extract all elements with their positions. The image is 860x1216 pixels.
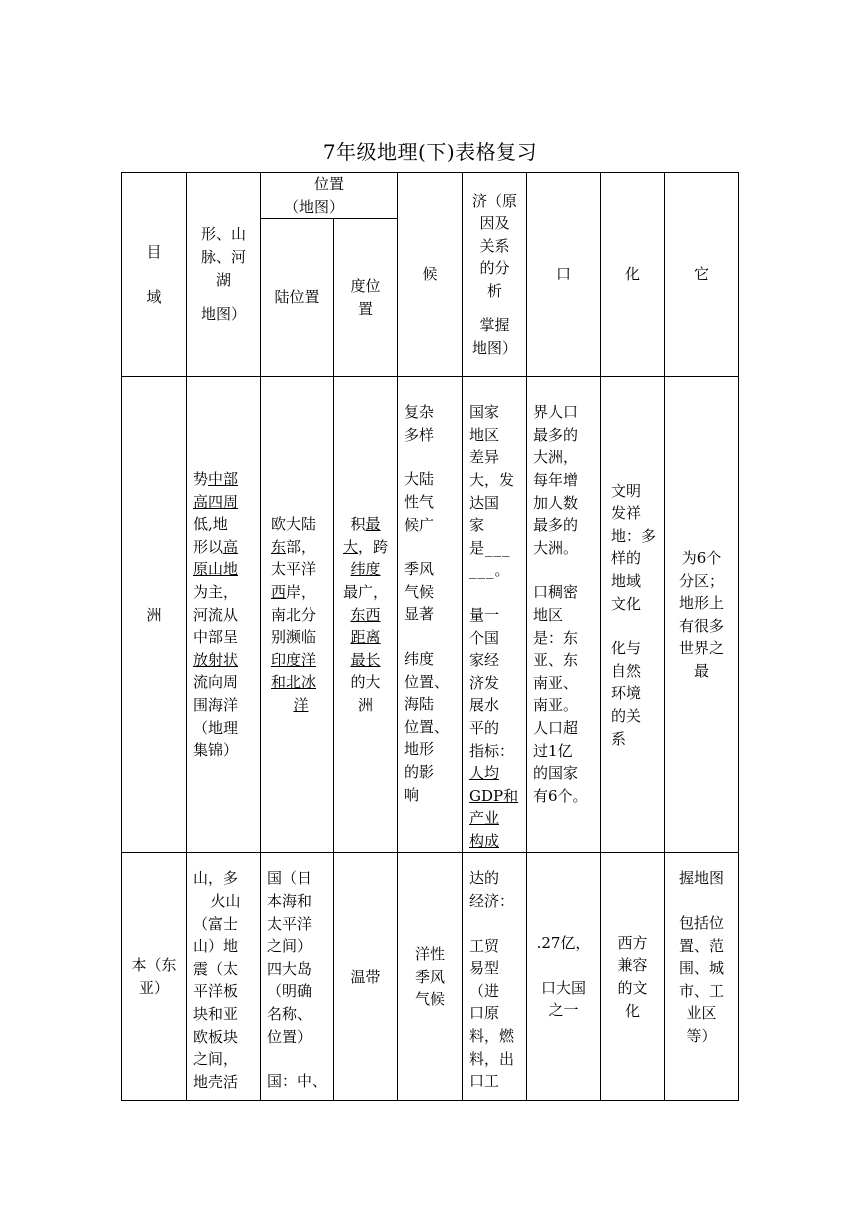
header-row-1: [122, 173, 739, 219]
header-population: 口: [527, 173, 601, 377]
cell-latlong: 积最 大，跨 纬度 最广， 东西 距离 最长 的大 洲: [334, 377, 398, 853]
header-item: 目 域: [122, 173, 187, 377]
cell-economy: 达的 经济： 工贸 易型 （进 口原 料，燃 料，出 口工: [463, 853, 527, 1101]
cell-economy: 国家 地区 差异 大，发 达国 家 是___ ___。 量一 个国 家经 济发 展水 平的 指标： 人均 GDP和 产业 构成: [463, 377, 527, 853]
cell-sea-land: 国（日 本海和 太平洋 之间） 四大岛 （明确 名称、 位置） 国：中、: [261, 853, 334, 1101]
cell-culture: 文明 发祥 地：多 样的 地域 文化 化与 自然 环境 的关 系: [601, 377, 665, 853]
review-table: [121, 172, 739, 1101]
cell-population: .27亿， 口大国 之一: [527, 853, 601, 1101]
cell-population: 界人口 最多的 大洲， 每年增 加人数 最多的 大洲。 口稠密 地区 是：东 亚、东 南亚、 南亚。 人口超 过1亿 的国家 有6个。: [527, 377, 601, 853]
page-title: 7年级地理(下)表格复习: [322, 140, 538, 164]
cell-climate: 洋性 季风 气候: [398, 853, 463, 1101]
cell-terrain: 势中部 高四周 低,地 形以高 原山地 为主， 河流从 中部呈 放射状 流向周 围海洋 （地理 集锦）: [187, 377, 261, 853]
cell-culture: 西方 兼容 的文 化: [601, 853, 665, 1101]
header-latlong: 度位 置: [334, 219, 398, 377]
cell-other: 握地图 包括位 置、范 围、城 市、工 业区 等）: [665, 853, 739, 1101]
header-culture: 化: [601, 173, 665, 377]
cell-sea-land: 欧大陆 东部， 太平洋 西岸， 南北分 别濒临 印度洋 和北冰 洋: [261, 377, 334, 853]
cell-terrain: 山，多 火山 （富士 山）地 震（太 平洋板 块和亚 欧板块 之间， 地壳活: [187, 853, 261, 1101]
row-name: 洲: [122, 377, 187, 853]
table-row-japan: [122, 853, 739, 1101]
cell-latlong: 温带: [334, 853, 398, 1101]
table-row-asia: [122, 377, 739, 853]
header-other: 它: [665, 173, 739, 377]
cell-other: 为6个 分区； 地形上 有很多 世界之 最: [665, 377, 739, 853]
header-terrain: 形、山 脉、河 湖 地图）: [187, 173, 261, 377]
row-name: 本（东 亚）: [122, 853, 187, 1101]
header-sea-land: 陆位置: [261, 219, 334, 377]
header-economy: 济（原 因及 关系 的分 析 掌握 地图）: [463, 173, 527, 377]
cell-climate: 复杂 多样 大陆 性气 候广 季风 气候 显著 纬度 位置、 海陆 位置、 地形 的影 响: [398, 377, 463, 853]
header-position: 位置 （地图）: [261, 173, 398, 219]
header-climate: 候: [398, 173, 463, 377]
